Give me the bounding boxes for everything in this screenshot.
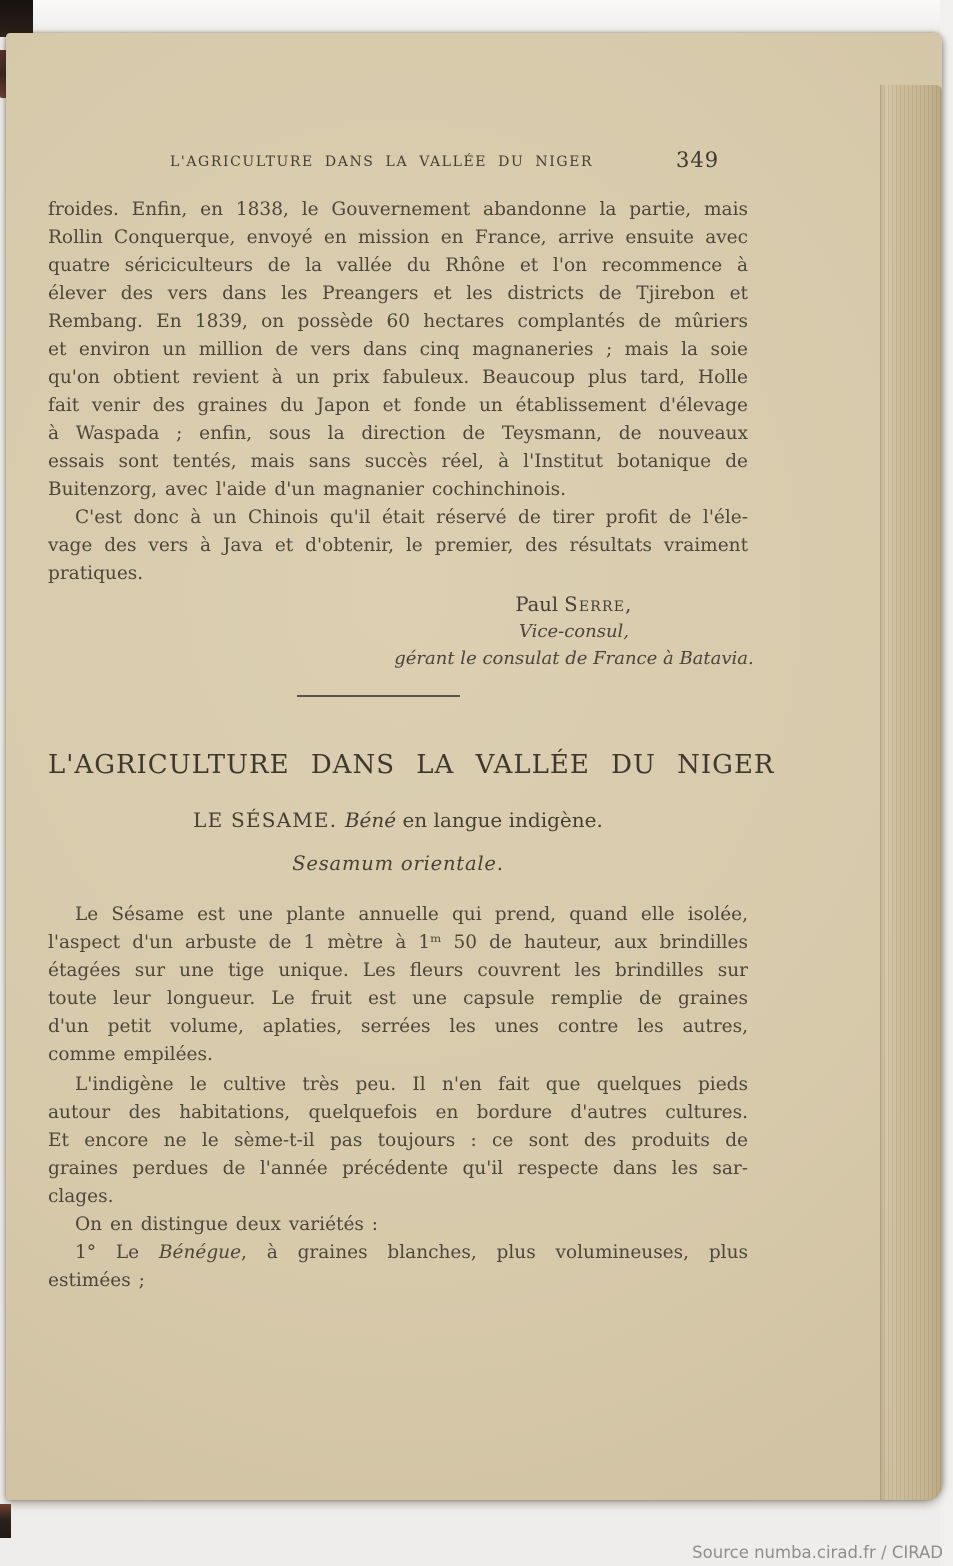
paragraph-3: [48, 901, 748, 1069]
text-line: toute leur longueur. Le fruit est une capsule remplie de graines: [48, 988, 748, 1009]
variety-number: 1° Le: [75, 1242, 159, 1263]
variety-name: Bénégue: [158, 1242, 242, 1263]
text-line: vage des vers à Java et d'obtenir, le premier, des résultats vraiment: [48, 535, 748, 556]
source-attribution: Source numba.cirad.fr / CIRAD: [692, 1543, 943, 1562]
native-name: Béné: [344, 808, 397, 832]
text-line: Rembang. En 1839, on possède 60 hectares complantés de mûriers: [48, 311, 748, 332]
text-line: C'est donc à un Chinois qu'il était réservé de tirer profit de l'éle-: [75, 507, 748, 528]
signature-title: Vice-consul,: [518, 621, 630, 642]
signature-first-name: Paul: [515, 593, 565, 616]
text-line: Le Sésame est une plante annuelle qui prend, quand elle isolée,: [75, 904, 748, 925]
text-line: quatre sériciculteurs de la vallée du Rhône et l'on recommence à: [48, 255, 748, 276]
text-line: autour des habitations, quelquefois en bordure d'autres cultures.: [48, 1102, 748, 1123]
book-spine-mark-top: [0, 0, 33, 37]
paragraph-2: [48, 504, 748, 588]
section-divider: [297, 695, 460, 697]
text-line: [48, 1239, 748, 1267]
page-number: 349: [676, 148, 720, 172]
text-line: à Waspada ; enfin, sous la direction de Teysmann, de nouveaux: [48, 423, 748, 444]
latin-name: Sesamum orientale.: [292, 852, 504, 875]
text-line: estimées ;: [48, 1270, 145, 1291]
text-line: clages.: [48, 1186, 114, 1207]
paragraph-1: [48, 196, 748, 504]
signature-name: [378, 591, 770, 618]
page-fore-edges: [880, 85, 942, 1500]
text-line: froides. Enfin, en 1838, le Gouvernement abandonne la partie, mais: [48, 199, 748, 220]
book-spine-mark-bottom: [0, 1504, 11, 1538]
subheading-lead: LE SÉSAME.: [193, 808, 345, 832]
text-line: étagées sur une tige unique. Les fleurs couvrent les brindilles sur: [48, 960, 748, 981]
text-line: L'indigène le cultive très peu. Il n'en fait que quelques pieds: [75, 1074, 748, 1095]
signature-role: gérant le consulat de France à Batavia.: [394, 648, 754, 669]
text-line: Buitenzorg, avec l'aide d'un magnanier cochinchinois.: [48, 479, 566, 500]
text-line: pratiques.: [48, 563, 144, 584]
text-line: Et encore ne le sème-t-il pas toujours : ce sont des produits de: [48, 1130, 748, 1151]
text-line: fait venir des graines du Japon et fonde un établissement d'élevage: [48, 395, 748, 416]
text-line: On en distingue deux variétés :: [75, 1214, 379, 1235]
subheading-rest: en langue indigène.: [396, 808, 603, 832]
text-line: et environ un million de vers dans cinq magnaneries ; mais la soie: [48, 339, 748, 360]
variety-description: , à graines blanches, plus volumineuses, plus: [241, 1242, 748, 1263]
scan-background-top: [0, 0, 953, 34]
signature-last-name: Serre,: [564, 593, 633, 616]
page-header-row: [48, 148, 748, 180]
article-subheading: [48, 806, 748, 834]
section-heading: L'AGRICULTURE DANS LA VALLÉE DU NIGER: [48, 750, 775, 780]
book-page: [6, 33, 942, 1500]
paragraph-4: [48, 1071, 748, 1211]
page-content: [48, 33, 775, 1500]
text-line: élever des vers dans les Preangers et les districts de Tjirebon et: [48, 283, 748, 304]
running-head: L'AGRICULTURE DANS LA VALLÉE DU NIGER: [170, 154, 594, 170]
paragraph-5: [48, 1211, 748, 1239]
paragraph-6: [48, 1239, 748, 1295]
text-line: qu'on obtient revient à un prix fabuleux. Beaucoup plus tard, Holle: [48, 367, 748, 388]
text-line: graines perdues de l'année précédente qu'il respecte dans les sar-: [48, 1158, 748, 1179]
text-line: Rollin Conquerque, envoyé en mission en France, arrive ensuite avec: [48, 227, 748, 248]
text-line: comme empilées.: [48, 1044, 213, 1065]
text-line: essais sont tentés, mais sans succès réel, à l'Institut botanique de: [48, 451, 748, 472]
text-line: l'aspect d'un arbuste de 1 mètre à 1ᵐ 50 de hauteur, aux brindilles: [48, 932, 748, 953]
signature-block: [378, 591, 770, 672]
text-line: d'un petit volume, aplaties, serrées les unes contre les autres,: [48, 1016, 748, 1037]
